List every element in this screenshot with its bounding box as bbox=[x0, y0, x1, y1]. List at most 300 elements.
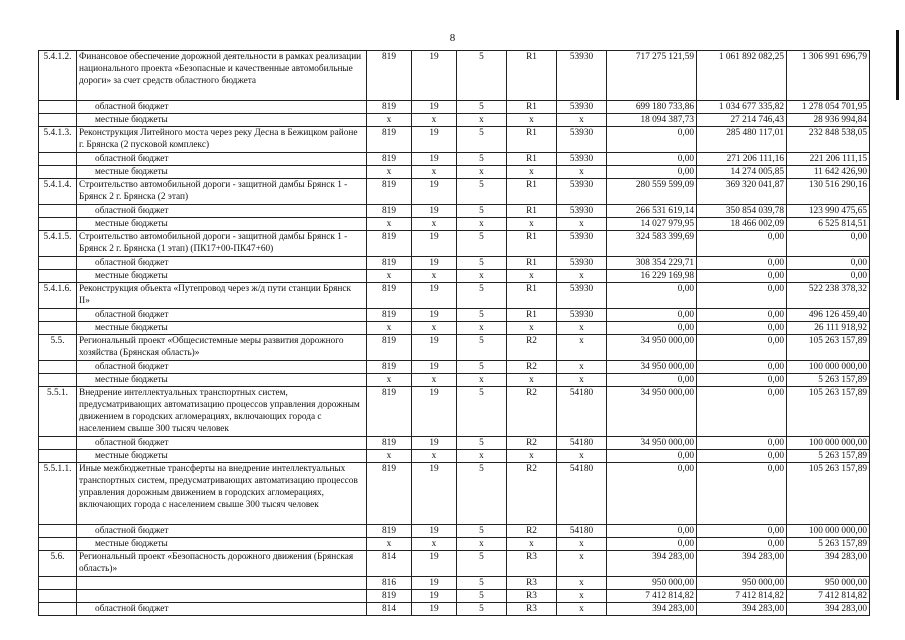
cell-vr: x bbox=[557, 577, 607, 590]
cell-rz: x bbox=[412, 450, 457, 463]
cell-year3: 0,00 bbox=[787, 231, 870, 257]
cell-year2: 1 061 892 082,25 bbox=[697, 51, 787, 101]
cell-grbs: 819 bbox=[367, 361, 412, 374]
cell-rz: 19 bbox=[412, 551, 457, 577]
table-row bbox=[39, 205, 870, 218]
cell-year2: 271 206 111,16 bbox=[697, 153, 787, 166]
cell-rz: x bbox=[412, 114, 457, 127]
cell-year2: 0,00 bbox=[697, 525, 787, 538]
cell-name: областной бюджет bbox=[77, 525, 367, 538]
cell-grbs: x bbox=[367, 322, 412, 335]
cell-year1: 34 950 000,00 bbox=[607, 437, 697, 450]
cell-year3: 100 000 000,00 bbox=[787, 437, 870, 450]
cell-name: областной бюджет bbox=[77, 437, 367, 450]
cell-csr: R2 bbox=[507, 525, 557, 538]
cell-vr: x bbox=[557, 335, 607, 361]
cell-year3: 522 238 378,32 bbox=[787, 283, 870, 309]
cell-pr: 5 bbox=[457, 153, 507, 166]
cell-name: местные бюджеты bbox=[77, 114, 367, 127]
cell-year3: 6 525 814,51 bbox=[787, 218, 870, 231]
table-row bbox=[39, 590, 870, 603]
cell-year3: 100 000 000,00 bbox=[787, 361, 870, 374]
cell-rz: 19 bbox=[412, 309, 457, 322]
cell-grbs: 819 bbox=[367, 525, 412, 538]
cell-grbs: x bbox=[367, 374, 412, 387]
margin-bar bbox=[896, 30, 899, 100]
cell-name: местные бюджеты bbox=[77, 374, 367, 387]
cell-grbs: 819 bbox=[367, 309, 412, 322]
cell-year1: 0,00 bbox=[607, 463, 697, 525]
cell-vr: 53930 bbox=[557, 283, 607, 309]
cell-number bbox=[39, 603, 77, 616]
cell-csr: x bbox=[507, 166, 557, 179]
cell-year2: 350 854 039,78 bbox=[697, 205, 787, 218]
cell-number bbox=[39, 437, 77, 450]
cell-pr: 5 bbox=[457, 335, 507, 361]
cell-grbs: x bbox=[367, 270, 412, 283]
cell-year1: 7 412 814,82 bbox=[607, 590, 697, 603]
cell-rz: x bbox=[412, 538, 457, 551]
cell-name: Региональный проект «Безопасность дорожного движения (Брянская область)» bbox=[77, 551, 367, 577]
cell-name: областной бюджет bbox=[77, 257, 367, 270]
cell-pr: 5 bbox=[457, 577, 507, 590]
cell-pr: 5 bbox=[457, 127, 507, 153]
cell-year2: 369 320 041,87 bbox=[697, 179, 787, 205]
cell-year3: 394 283,00 bbox=[787, 551, 870, 577]
cell-number bbox=[39, 309, 77, 322]
cell-number bbox=[39, 590, 77, 603]
cell-rz: 19 bbox=[412, 179, 457, 205]
cell-pr: x bbox=[457, 322, 507, 335]
cell-grbs: 819 bbox=[367, 51, 412, 101]
cell-year1: 0,00 bbox=[607, 374, 697, 387]
cell-year2: 0,00 bbox=[697, 270, 787, 283]
cell-grbs: 819 bbox=[367, 231, 412, 257]
cell-csr: R3 bbox=[507, 577, 557, 590]
cell-grbs: 819 bbox=[367, 335, 412, 361]
table-row bbox=[39, 270, 870, 283]
cell-pr: 5 bbox=[457, 463, 507, 525]
cell-grbs: 819 bbox=[367, 437, 412, 450]
cell-year1: 324 583 399,69 bbox=[607, 231, 697, 257]
cell-grbs: 819 bbox=[367, 590, 412, 603]
cell-vr: x bbox=[557, 322, 607, 335]
cell-pr: 5 bbox=[457, 551, 507, 577]
cell-csr: R1 bbox=[507, 231, 557, 257]
cell-year1: 0,00 bbox=[607, 450, 697, 463]
cell-vr: 54180 bbox=[557, 387, 607, 437]
cell-year1: 266 531 619,14 bbox=[607, 205, 697, 218]
table-row bbox=[39, 525, 870, 538]
cell-rz: 19 bbox=[412, 231, 457, 257]
cell-number bbox=[39, 525, 77, 538]
cell-year1: 0,00 bbox=[607, 166, 697, 179]
cell-csr: R1 bbox=[507, 153, 557, 166]
cell-grbs: 819 bbox=[367, 179, 412, 205]
cell-year2: 0,00 bbox=[697, 283, 787, 309]
cell-grbs: 819 bbox=[367, 283, 412, 309]
cell-csr: R1 bbox=[507, 179, 557, 205]
cell-rz: 19 bbox=[412, 463, 457, 525]
cell-number bbox=[39, 450, 77, 463]
cell-year1: 950 000,00 bbox=[607, 577, 697, 590]
cell-year2: 1 034 677 335,82 bbox=[697, 101, 787, 114]
cell-year3: 7 412 814,82 bbox=[787, 590, 870, 603]
cell-csr: x bbox=[507, 538, 557, 551]
cell-rz: 19 bbox=[412, 205, 457, 218]
cell-year3: 11 642 426,90 bbox=[787, 166, 870, 179]
cell-number: 5.5. bbox=[39, 335, 77, 361]
cell-pr: x bbox=[457, 114, 507, 127]
cell-year1: 0,00 bbox=[607, 153, 697, 166]
cell-name: Иные межбюджетные трансферты на внедрение интеллектуальных транспортных систем, предусматривающих автоматизацию процессов управления дорожным движением в городских агломерациях, включающих города с населением свыше 300 тысяч человек bbox=[77, 463, 367, 525]
cell-pr: 5 bbox=[457, 309, 507, 322]
table-row bbox=[39, 51, 870, 101]
cell-csr: x bbox=[507, 218, 557, 231]
table-row bbox=[39, 361, 870, 374]
cell-year3: 5 263 157,89 bbox=[787, 450, 870, 463]
cell-grbs: 819 bbox=[367, 153, 412, 166]
cell-name: местные бюджеты bbox=[77, 166, 367, 179]
cell-grbs: x bbox=[367, 114, 412, 127]
cell-csr: R1 bbox=[507, 127, 557, 153]
cell-year1: 14 027 979,95 bbox=[607, 218, 697, 231]
cell-grbs: x bbox=[367, 538, 412, 551]
cell-name bbox=[77, 577, 367, 590]
cell-grbs: 819 bbox=[367, 205, 412, 218]
cell-vr: 53930 bbox=[557, 205, 607, 218]
cell-rz: x bbox=[412, 374, 457, 387]
cell-year2: 285 480 117,01 bbox=[697, 127, 787, 153]
cell-csr: R3 bbox=[507, 590, 557, 603]
cell-name: Строительство автомобильной дороги - защитной дамбы Брянск 1 - Брянск 2 г. Брянска (2 этап) bbox=[77, 179, 367, 205]
cell-number: 5.5.1.1. bbox=[39, 463, 77, 525]
cell-name: областной бюджет bbox=[77, 101, 367, 114]
cell-name: Региональный проект «Общесистемные меры развития дорожного хозяйства (Брянская область)» bbox=[77, 335, 367, 361]
cell-csr: R1 bbox=[507, 101, 557, 114]
cell-year1: 699 180 733,86 bbox=[607, 101, 697, 114]
cell-pr: x bbox=[457, 218, 507, 231]
table-row bbox=[39, 218, 870, 231]
cell-year1: 394 283,00 bbox=[607, 551, 697, 577]
cell-rz: 19 bbox=[412, 153, 457, 166]
table-row bbox=[39, 309, 870, 322]
cell-vr: x bbox=[557, 166, 607, 179]
cell-year2: 0,00 bbox=[697, 374, 787, 387]
cell-grbs: 814 bbox=[367, 551, 412, 577]
cell-grbs: 814 bbox=[367, 603, 412, 616]
cell-year1: 16 229 169,98 bbox=[607, 270, 697, 283]
cell-number bbox=[39, 374, 77, 387]
cell-vr: x bbox=[557, 218, 607, 231]
table-row bbox=[39, 101, 870, 114]
cell-year2: 0,00 bbox=[697, 450, 787, 463]
cell-year1: 0,00 bbox=[607, 525, 697, 538]
cell-csr: x bbox=[507, 450, 557, 463]
cell-csr: R1 bbox=[507, 309, 557, 322]
table-row bbox=[39, 322, 870, 335]
cell-name: местные бюджеты bbox=[77, 218, 367, 231]
cell-year2: 0,00 bbox=[697, 437, 787, 450]
cell-year2: 18 466 002,09 bbox=[697, 218, 787, 231]
cell-year2: 14 274 005,85 bbox=[697, 166, 787, 179]
cell-year3: 28 936 994,84 bbox=[787, 114, 870, 127]
cell-year2: 0,00 bbox=[697, 538, 787, 551]
table-row bbox=[39, 538, 870, 551]
budget-table bbox=[38, 50, 870, 616]
cell-year2: 27 214 746,43 bbox=[697, 114, 787, 127]
cell-vr: 53930 bbox=[557, 257, 607, 270]
cell-rz: 19 bbox=[412, 525, 457, 538]
cell-year3: 105 263 157,89 bbox=[787, 463, 870, 525]
cell-year2: 0,00 bbox=[697, 335, 787, 361]
cell-year3: 105 263 157,89 bbox=[787, 335, 870, 361]
cell-number bbox=[39, 205, 77, 218]
cell-pr: 5 bbox=[457, 179, 507, 205]
page-number: 8 bbox=[449, 32, 456, 44]
cell-vr: x bbox=[557, 374, 607, 387]
cell-year1: 18 094 387,73 bbox=[607, 114, 697, 127]
cell-year1: 34 950 000,00 bbox=[607, 361, 697, 374]
cell-vr: 53930 bbox=[557, 101, 607, 114]
cell-vr: x bbox=[557, 603, 607, 616]
cell-year3: 1 306 991 696,79 bbox=[787, 51, 870, 101]
cell-number bbox=[39, 322, 77, 335]
cell-number: 5.4.1.3. bbox=[39, 127, 77, 153]
cell-name: областной бюджет bbox=[77, 205, 367, 218]
cell-rz: 19 bbox=[412, 603, 457, 616]
cell-number: 5.4.1.4. bbox=[39, 179, 77, 205]
cell-csr: R2 bbox=[507, 335, 557, 361]
cell-name: областной бюджет bbox=[77, 309, 367, 322]
cell-name: областной бюджет bbox=[77, 153, 367, 166]
cell-name: Реконструкция объекта «Путепровод через ж/д пути станции Брянск II» bbox=[77, 283, 367, 309]
cell-pr: 5 bbox=[457, 51, 507, 101]
cell-csr: R1 bbox=[507, 205, 557, 218]
cell-year1: 0,00 bbox=[607, 127, 697, 153]
cell-vr: x bbox=[557, 538, 607, 551]
cell-csr: x bbox=[507, 322, 557, 335]
cell-rz: 19 bbox=[412, 577, 457, 590]
cell-year3: 5 263 157,89 bbox=[787, 374, 870, 387]
cell-number: 5.4.1.2. bbox=[39, 51, 77, 101]
cell-grbs: x bbox=[367, 218, 412, 231]
cell-rz: 19 bbox=[412, 387, 457, 437]
cell-vr: 53930 bbox=[557, 153, 607, 166]
cell-year2: 0,00 bbox=[697, 322, 787, 335]
table-row bbox=[39, 179, 870, 205]
cell-pr: 5 bbox=[457, 590, 507, 603]
table-row bbox=[39, 577, 870, 590]
cell-csr: x bbox=[507, 114, 557, 127]
cell-year1: 34 950 000,00 bbox=[607, 335, 697, 361]
cell-year3: 950 000,00 bbox=[787, 577, 870, 590]
cell-year1: 0,00 bbox=[607, 322, 697, 335]
cell-number bbox=[39, 218, 77, 231]
cell-year1: 34 950 000,00 bbox=[607, 387, 697, 437]
cell-number: 5.4.1.6. bbox=[39, 283, 77, 309]
cell-year3: 5 263 157,89 bbox=[787, 538, 870, 551]
table-row bbox=[39, 257, 870, 270]
cell-pr: x bbox=[457, 538, 507, 551]
cell-rz: 19 bbox=[412, 361, 457, 374]
cell-csr: x bbox=[507, 374, 557, 387]
cell-vr: 54180 bbox=[557, 463, 607, 525]
cell-pr: 5 bbox=[457, 231, 507, 257]
cell-pr: 5 bbox=[457, 257, 507, 270]
cell-year2: 0,00 bbox=[697, 463, 787, 525]
cell-year2: 950 000,00 bbox=[697, 577, 787, 590]
cell-grbs: 819 bbox=[367, 257, 412, 270]
table-row bbox=[39, 374, 870, 387]
cell-year2: 0,00 bbox=[697, 309, 787, 322]
cell-grbs: 819 bbox=[367, 127, 412, 153]
cell-year1: 0,00 bbox=[607, 538, 697, 551]
table-row bbox=[39, 551, 870, 577]
cell-csr: R1 bbox=[507, 283, 557, 309]
cell-grbs: x bbox=[367, 166, 412, 179]
cell-pr: 5 bbox=[457, 387, 507, 437]
cell-number bbox=[39, 101, 77, 114]
cell-year3: 0,00 bbox=[787, 257, 870, 270]
cell-vr: 53930 bbox=[557, 179, 607, 205]
cell-pr: x bbox=[457, 166, 507, 179]
cell-year3: 1 278 054 701,95 bbox=[787, 101, 870, 114]
cell-rz: 19 bbox=[412, 283, 457, 309]
cell-vr: 54180 bbox=[557, 437, 607, 450]
cell-rz: 19 bbox=[412, 257, 457, 270]
cell-year3: 221 206 111,15 bbox=[787, 153, 870, 166]
cell-pr: 5 bbox=[457, 437, 507, 450]
cell-grbs: 819 bbox=[367, 387, 412, 437]
cell-vr: x bbox=[557, 114, 607, 127]
cell-rz: 19 bbox=[412, 127, 457, 153]
table-row bbox=[39, 387, 870, 437]
table-row bbox=[39, 463, 870, 525]
cell-number bbox=[39, 270, 77, 283]
cell-grbs: 819 bbox=[367, 463, 412, 525]
cell-csr: R2 bbox=[507, 437, 557, 450]
cell-rz: x bbox=[412, 322, 457, 335]
cell-year1: 0,00 bbox=[607, 309, 697, 322]
cell-pr: x bbox=[457, 270, 507, 283]
cell-csr: R2 bbox=[507, 387, 557, 437]
cell-year3: 0,00 bbox=[787, 270, 870, 283]
cell-vr: x bbox=[557, 590, 607, 603]
cell-vr: x bbox=[557, 270, 607, 283]
cell-year2: 0,00 bbox=[697, 231, 787, 257]
cell-year2: 0,00 bbox=[697, 257, 787, 270]
cell-number bbox=[39, 153, 77, 166]
cell-number: 5.6. bbox=[39, 551, 77, 577]
cell-name: Внедрение интеллектуальных транспортных систем, предусматривающих автоматизацию процессов управления дорожным движением в городских агломерациях, включающих города с населением свыше 300 тысяч человек bbox=[77, 387, 367, 437]
cell-pr: 5 bbox=[457, 283, 507, 309]
cell-csr: R3 bbox=[507, 551, 557, 577]
cell-csr: R2 bbox=[507, 463, 557, 525]
cell-name: местные бюджеты bbox=[77, 270, 367, 283]
cell-pr: 5 bbox=[457, 101, 507, 114]
cell-number: 5.5.1. bbox=[39, 387, 77, 437]
cell-pr: 5 bbox=[457, 525, 507, 538]
cell-csr: x bbox=[507, 270, 557, 283]
cell-number: 5.4.1.5. bbox=[39, 231, 77, 257]
cell-year3: 496 126 459,40 bbox=[787, 309, 870, 322]
cell-csr: R3 bbox=[507, 603, 557, 616]
cell-grbs: 819 bbox=[367, 101, 412, 114]
cell-name: Финансовое обеспечение дорожной деятельности в рамках реализации национального проекта «Безопасные и качественные автомобильные дороги» за счет средств областного бюджета bbox=[77, 51, 367, 101]
cell-rz: x bbox=[412, 218, 457, 231]
cell-year3: 232 848 538,05 bbox=[787, 127, 870, 153]
cell-year2: 394 283,00 bbox=[697, 551, 787, 577]
cell-year1: 717 275 121,59 bbox=[607, 51, 697, 101]
cell-csr: R2 bbox=[507, 361, 557, 374]
cell-year2: 0,00 bbox=[697, 387, 787, 437]
cell-number bbox=[39, 538, 77, 551]
cell-grbs: 816 bbox=[367, 577, 412, 590]
cell-rz: 19 bbox=[412, 101, 457, 114]
cell-name: Строительство автомобильной дороги - защитной дамбы Брянск 1 - Брянск 2 г. Брянска (1 этап) (ПК17+00-ПК47+60) bbox=[77, 231, 367, 257]
table-row bbox=[39, 153, 870, 166]
table-row bbox=[39, 127, 870, 153]
table-row bbox=[39, 114, 870, 127]
cell-year3: 100 000 000,00 bbox=[787, 525, 870, 538]
cell-year2: 0,00 bbox=[697, 361, 787, 374]
cell-year3: 105 263 157,89 bbox=[787, 387, 870, 437]
cell-year3: 130 516 290,16 bbox=[787, 179, 870, 205]
cell-name: Реконструкция Литейного моста через реку Десна в Бежицком районе г. Брянска (2 пусковой комплекс) bbox=[77, 127, 367, 153]
cell-number bbox=[39, 166, 77, 179]
cell-vr: 53930 bbox=[557, 51, 607, 101]
cell-year1: 280 559 599,09 bbox=[607, 179, 697, 205]
cell-rz: 19 bbox=[412, 335, 457, 361]
table-row bbox=[39, 283, 870, 309]
cell-year2: 7 412 814,82 bbox=[697, 590, 787, 603]
cell-vr: 53930 bbox=[557, 127, 607, 153]
cell-rz: 19 bbox=[412, 51, 457, 101]
cell-vr: 53930 bbox=[557, 231, 607, 257]
table-row bbox=[39, 335, 870, 361]
cell-year3: 394 283,00 bbox=[787, 603, 870, 616]
cell-rz: 19 bbox=[412, 590, 457, 603]
cell-year3: 26 111 918,92 bbox=[787, 322, 870, 335]
cell-vr: x bbox=[557, 450, 607, 463]
cell-year1: 308 354 229,71 bbox=[607, 257, 697, 270]
cell-grbs: x bbox=[367, 450, 412, 463]
cell-vr: x bbox=[557, 551, 607, 577]
cell-name bbox=[77, 590, 367, 603]
cell-pr: x bbox=[457, 374, 507, 387]
cell-year1: 394 283,00 bbox=[607, 603, 697, 616]
cell-number bbox=[39, 577, 77, 590]
cell-pr: 5 bbox=[457, 603, 507, 616]
cell-pr: 5 bbox=[457, 205, 507, 218]
cell-rz: x bbox=[412, 166, 457, 179]
cell-year2: 394 283,00 bbox=[697, 603, 787, 616]
cell-name: местные бюджеты bbox=[77, 538, 367, 551]
cell-name: местные бюджеты bbox=[77, 322, 367, 335]
cell-rz: 19 bbox=[412, 437, 457, 450]
cell-rz: x bbox=[412, 270, 457, 283]
cell-name: местные бюджеты bbox=[77, 450, 367, 463]
cell-csr: R1 bbox=[507, 51, 557, 101]
table-row bbox=[39, 603, 870, 616]
cell-number bbox=[39, 257, 77, 270]
cell-vr: 53930 bbox=[557, 309, 607, 322]
cell-vr: 54180 bbox=[557, 525, 607, 538]
cell-vr: x bbox=[557, 361, 607, 374]
table-row bbox=[39, 437, 870, 450]
table-row bbox=[39, 231, 870, 257]
